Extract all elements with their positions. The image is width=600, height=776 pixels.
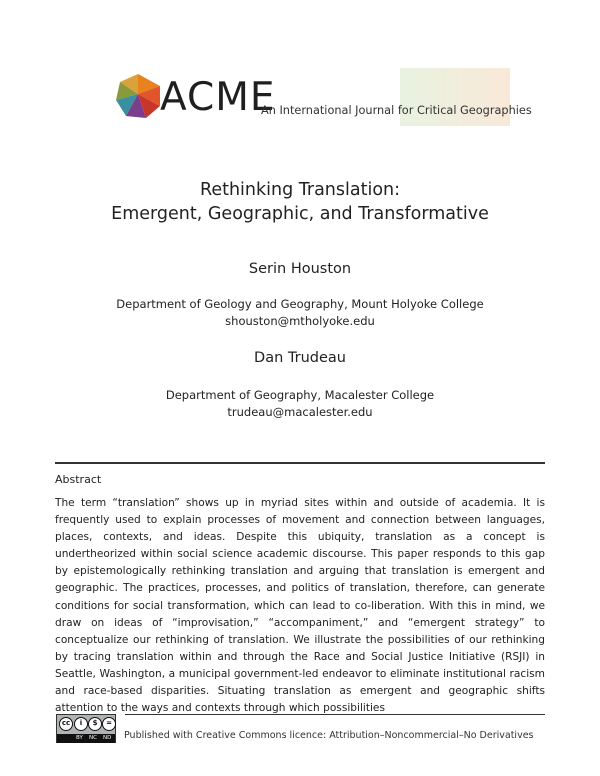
journal-logo-text: ACME (160, 75, 276, 120)
cc-icon: cc (59, 717, 73, 731)
author-email[interactable]: shouston@mtholyoke.edu (225, 314, 375, 328)
cc-label-nd: ND (103, 735, 112, 741)
author-affiliation-block (0, 387, 600, 421)
author-name: Serin Houston (248, 261, 352, 277)
attribution-icon: i (74, 717, 88, 731)
acme-logo-icon (116, 72, 160, 118)
cc-badge-top (57, 715, 115, 734)
paper-title (0, 178, 600, 226)
noncommercial-icon: $ (88, 717, 102, 731)
footer-divider (125, 714, 545, 715)
abstract-body (55, 495, 545, 717)
noderivatives-icon: = (102, 717, 116, 731)
abstract-text: The term “translation” shows up in myriad sites within and outside of academia. It is frequently used to explain processes of movement and connection between languages, places, contexts, and ideas. Despite this ubiquity, translation as a concept is undertheorized within social science academic discourse. This paper responds to this gap by epistemologically rethinking translation and arguing that translation is emergent and geographic. The practices, processes, and politics of translation, therefore, can generate conditions for social transformation, which can lead to co-liberation. With this in mind, we draw on ideas of “improvisation,” “accompaniment,” and “emergent strategy” to conceptualize our rethinking of translation. We illustrate the possibilities of our rethinking by tracing translation within and through the Race and Social Justice Initiative (RSJI) in Seattle, Washington, a municipal government-led endeavor to eliminate institutional racism and race-based disparities. Situating translation as emergent and geographic shifts attention to the ways and contexts through which possibilities (55, 497, 545, 715)
author-affiliation: Department of Geology and Geography, Mount Holyoke College (116, 297, 484, 311)
author-email[interactable]: trudeau@macalester.edu (227, 405, 373, 419)
header-decoration (400, 68, 510, 126)
abstract-divider (55, 462, 545, 464)
journal-header (0, 0, 600, 140)
author-affiliation: Department of Geography, Macalester College (165, 388, 435, 402)
paper-title-line-1: Rethinking Translation: (199, 180, 401, 200)
license-text: Published with Creative Commons licence: Attribution–Noncommercial–No Derivatives (124, 730, 534, 741)
paper-title-line-2: Emergent, Geographic, and Transformative (111, 204, 489, 224)
journal-tagline: An International Journal for Critical Geographies (261, 104, 532, 117)
cc-label-by: BY (76, 735, 83, 741)
abstract-heading: Abstract (55, 473, 102, 486)
author-affiliation-block (0, 296, 600, 330)
cc-license-badge[interactable] (56, 714, 116, 743)
cc-badge-labels (57, 734, 115, 743)
author-name: Dan Trudeau (254, 350, 346, 366)
cc-label-nc: NC (89, 735, 97, 741)
